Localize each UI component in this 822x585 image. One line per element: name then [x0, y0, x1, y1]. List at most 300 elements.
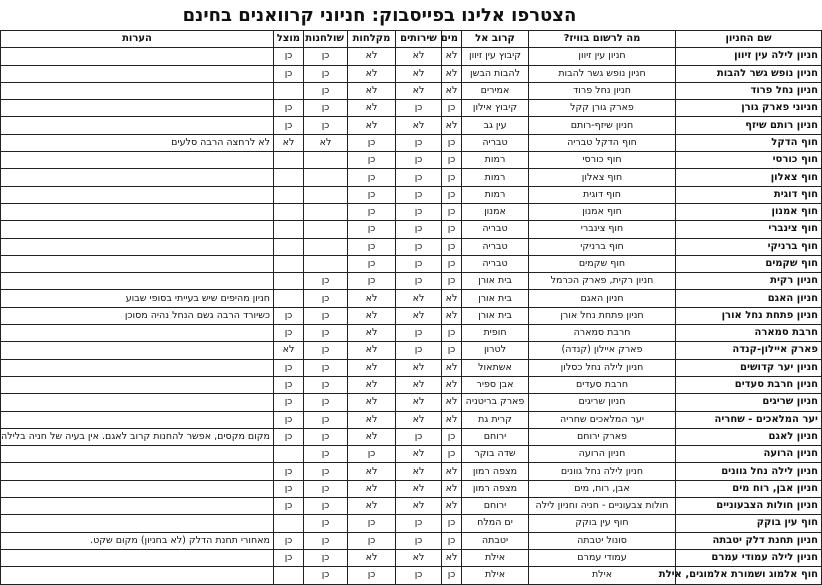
cell-near: בית אורן [462, 273, 529, 290]
cell-site-name: חניון הרועה [676, 446, 822, 463]
cell-notes: לא לרחצה הרבה סלעים [1, 134, 274, 151]
table-row [1, 100, 822, 117]
cell-showers: לא [348, 117, 396, 134]
cell-water: לא [442, 65, 462, 82]
cell-near: אילת [462, 567, 529, 584]
cell-near: רמות [462, 169, 529, 186]
cell-notes [1, 100, 274, 117]
cell-site-name: חוף ברניקי [676, 238, 822, 255]
cell-waze-name: יער המלאכים שחריה [529, 411, 676, 428]
cell-near: בית אורן [462, 307, 529, 324]
cell-near: אילת [462, 549, 529, 566]
cell-water: לא [442, 394, 462, 411]
cell-notes [1, 255, 274, 272]
cell-showers: כן [348, 203, 396, 220]
cell-notes: מאחורי תחנת הדלק (לא בחניון) מקום שקט. [1, 532, 274, 549]
table-row [1, 238, 822, 255]
cell-waze-name: חניון נחל פרוד [529, 82, 676, 99]
cell-water: כן [442, 342, 462, 359]
cell-showers: לא [348, 411, 396, 428]
cell-waze-name: עמודי עמרם [529, 549, 676, 566]
table-row [1, 359, 822, 376]
table-row [1, 186, 822, 203]
cell-tables: כן [304, 359, 348, 376]
cell-toilets: כן [396, 532, 442, 549]
cell-notes [1, 221, 274, 238]
cell-showers: לא [348, 498, 396, 515]
cell-toilets: לא [396, 411, 442, 428]
cell-notes [1, 446, 274, 463]
cell-toilets: כן [396, 203, 442, 220]
cell-near: אשתאול [462, 359, 529, 376]
cell-site-name: חוף כורסי [676, 152, 822, 169]
cell-near: אבן ספיר [462, 376, 529, 393]
cell-showers: לא [348, 325, 396, 342]
cell-tables [304, 186, 348, 203]
cell-site-name: חניון חולות הצבעוניים [676, 498, 822, 515]
cell-toilets: כן [396, 428, 442, 445]
cell-notes [1, 359, 274, 376]
cell-toilets: כן [396, 134, 442, 151]
page-title: הצטרפו אלינו בפייסבוק: חניוני קרוואנים בחינם [182, 4, 577, 26]
cell-near: טבריה [462, 238, 529, 255]
cell-notes [1, 65, 274, 82]
cell-shaded [274, 221, 304, 238]
cell-waze-name: אבן, רוח, מים [529, 480, 676, 497]
cell-water: כן [442, 238, 462, 255]
table-row [1, 325, 822, 342]
cell-shaded: כן [274, 48, 304, 65]
cell-notes [1, 117, 274, 134]
cell-near: לטרון [462, 342, 529, 359]
cell-water: כן [442, 273, 462, 290]
cell-water: לא [442, 307, 462, 324]
cell-notes [1, 480, 274, 497]
cell-tables [304, 203, 348, 220]
header-waze-name: מה לרשום בוויז? [529, 31, 676, 48]
cell-waze-name: חניון נופש גשר להבות [529, 65, 676, 82]
cell-shaded [274, 203, 304, 220]
cell-site-name: חניון שריגים [676, 394, 822, 411]
cell-toilets: לא [396, 307, 442, 324]
cell-showers: לא [348, 394, 396, 411]
cell-site-name: חניון לילה עמודי עמרם [676, 549, 822, 566]
cell-showers: כן [348, 255, 396, 272]
cell-waze-name: חניון לילה נחל גוונים [529, 463, 676, 480]
cell-near: ירוחם [462, 428, 529, 445]
header-shaded: מוצל [274, 31, 304, 48]
table-row [1, 498, 822, 515]
cell-water: כן [442, 169, 462, 186]
cell-water: לא [442, 290, 462, 307]
table-row [1, 480, 822, 497]
cell-near: רמות [462, 152, 529, 169]
cell-water: לא [442, 376, 462, 393]
cell-shaded: כן [274, 307, 304, 324]
cell-showers: לא [348, 82, 396, 99]
cell-waze-name: פארק איילון (קנדה) [529, 342, 676, 359]
cell-site-name: חוף הדקל [676, 134, 822, 151]
cell-tables [304, 169, 348, 186]
cell-notes [1, 186, 274, 203]
cell-notes [1, 463, 274, 480]
header-near: קרוב אל [462, 31, 529, 48]
cell-toilets: כן [396, 515, 442, 532]
cell-site-name: חוף אמנון [676, 203, 822, 220]
cell-shaded: כן [274, 428, 304, 445]
cell-showers: לא [348, 100, 396, 117]
cell-site-name: חוף צינברי [676, 221, 822, 238]
cell-near: טבריה [462, 134, 529, 151]
cell-tables [304, 221, 348, 238]
cell-tables: כן [304, 48, 348, 65]
cell-water: לא [442, 82, 462, 99]
cell-waze-name: חוף ברניקי [529, 238, 676, 255]
cell-site-name: חניון נחל פרוד [676, 82, 822, 99]
cell-showers: כן [348, 446, 396, 463]
cell-near: טבריה [462, 221, 529, 238]
cell-waze-name: סונול יטבתה [529, 532, 676, 549]
cell-shaded: כן [274, 65, 304, 82]
cell-tables: כן [304, 411, 348, 428]
cell-toilets: לא [396, 359, 442, 376]
cell-near: רמות [462, 186, 529, 203]
cell-water: כן [442, 532, 462, 549]
cell-toilets: לא [396, 446, 442, 463]
cell-notes [1, 394, 274, 411]
cell-toilets: לא [396, 394, 442, 411]
cell-tables: כן [304, 65, 348, 82]
cell-shaded: לא [274, 342, 304, 359]
cell-shaded: כן [274, 532, 304, 549]
cell-showers: לא [348, 290, 396, 307]
cell-waze-name: חניון עין זיוון [529, 48, 676, 65]
cell-shaded: כן [274, 325, 304, 342]
cell-showers: לא [348, 359, 396, 376]
cell-near: טבריה [462, 255, 529, 272]
cell-toilets: לא [396, 376, 442, 393]
cell-notes: חניון מהיפים שיש בעייתי בסופי שבוע [1, 290, 274, 307]
cell-notes [1, 238, 274, 255]
cell-water: כן [442, 255, 462, 272]
cell-toilets: לא [396, 65, 442, 82]
cell-showers: כן [348, 273, 396, 290]
cell-toilets: כן [396, 221, 442, 238]
cell-notes [1, 325, 274, 342]
cell-notes [1, 152, 274, 169]
cell-site-name: חניון לאגם [676, 428, 822, 445]
cell-water: כן [442, 152, 462, 169]
table-row [1, 169, 822, 186]
cell-showers: לא [348, 307, 396, 324]
table-row [1, 82, 822, 99]
cell-notes: כשיורד הרבה גשם הנחל נהיה מסוכן [1, 307, 274, 324]
cell-notes [1, 515, 274, 532]
cell-waze-name: אילת [529, 567, 676, 584]
cell-water: לא [442, 480, 462, 497]
cell-waze-name: חוף עין בוקק [529, 515, 676, 532]
table-body [1, 48, 822, 584]
cell-tables: כן [304, 567, 348, 584]
table-row [1, 273, 822, 290]
table-row [1, 117, 822, 134]
cell-tables: כן [304, 273, 348, 290]
cell-showers: כן [348, 532, 396, 549]
cell-showers: כן [348, 238, 396, 255]
header-toilets: שירותים [396, 31, 442, 48]
cell-waze-name: חניון רקית, פארק הכרמל [529, 273, 676, 290]
cell-site-name: חניוני פארק גורן [676, 100, 822, 117]
cell-showers: כן [348, 515, 396, 532]
table-row [1, 65, 822, 82]
cell-showers: כן [348, 134, 396, 151]
cell-shaded: כן [274, 411, 304, 428]
cell-tables [304, 152, 348, 169]
camping-sites-table-container [0, 30, 821, 585]
cell-waze-name: חוף צאלון [529, 169, 676, 186]
cell-waze-name: פארק ירוחם [529, 428, 676, 445]
cell-waze-name: חניון פתחת נחל אורן [529, 307, 676, 324]
cell-showers: כן [348, 169, 396, 186]
cell-near: אמירים [462, 82, 529, 99]
cell-tables: כן [304, 463, 348, 480]
cell-tables: כן [304, 515, 348, 532]
cell-showers: לא [348, 463, 396, 480]
table-row [1, 411, 822, 428]
table-row [1, 290, 822, 307]
cell-site-name: חניון תחנת דלק יטבתה [676, 532, 822, 549]
cell-shaded: לא [274, 134, 304, 151]
cell-shaded: כן [274, 463, 304, 480]
cell-showers: לא [348, 376, 396, 393]
table-row [1, 203, 822, 220]
cell-toilets: כן [396, 238, 442, 255]
cell-near: להבות הבשן [462, 65, 529, 82]
cell-shaded [274, 255, 304, 272]
cell-tables [304, 238, 348, 255]
cell-notes [1, 273, 274, 290]
cell-showers: לא [348, 65, 396, 82]
cell-near: קיבוץ אילון [462, 100, 529, 117]
cell-site-name: פארק איילון-קנדה [676, 342, 822, 359]
cell-shaded [274, 82, 304, 99]
cell-notes [1, 498, 274, 515]
cell-shaded: כן [274, 549, 304, 566]
cell-showers: כן [348, 221, 396, 238]
cell-toilets: כן [396, 273, 442, 290]
cell-shaded: כן [274, 359, 304, 376]
header-notes: הערות [1, 31, 274, 48]
table-row [1, 567, 822, 584]
cell-toilets: כן [396, 567, 442, 584]
cell-tables: כן [304, 325, 348, 342]
cell-waze-name: חניון שריגים [529, 394, 676, 411]
cell-notes [1, 567, 274, 584]
cell-shaded: כן [274, 100, 304, 117]
cell-tables: כן [304, 480, 348, 497]
cell-near: חופית [462, 325, 529, 342]
cell-waze-name: פארק גורן קקל [529, 100, 676, 117]
cell-toilets: לא [396, 463, 442, 480]
cell-near: יטבתה [462, 532, 529, 549]
cell-near: ירוחם [462, 498, 529, 515]
cell-water: כן [442, 515, 462, 532]
cell-water: לא [442, 549, 462, 566]
table-row [1, 463, 822, 480]
table-row [1, 532, 822, 549]
cell-tables: כן [304, 82, 348, 99]
cell-showers: כן [348, 152, 396, 169]
table-row [1, 152, 822, 169]
cell-waze-name: חוף הדקל טבריה [529, 134, 676, 151]
cell-waze-name: חוף דוגית [529, 186, 676, 203]
cell-site-name: חניון לילה עין זיוון [676, 48, 822, 65]
cell-near: מצפה רמון [462, 463, 529, 480]
cell-toilets: לא [396, 480, 442, 497]
cell-tables: כן [304, 498, 348, 515]
cell-tables: כן [304, 532, 348, 549]
cell-tables: כן [304, 307, 348, 324]
cell-showers: לא [348, 549, 396, 566]
cell-notes: מקום מקסים, אפשר להחנות קרוב לאגם. אין בעיה של חניה בלילה [1, 428, 274, 445]
cell-shaded [274, 186, 304, 203]
cell-site-name: חוף דוגית [676, 186, 822, 203]
cell-water: כן [442, 446, 462, 463]
cell-waze-name: חוף שקמים [529, 255, 676, 272]
cell-shaded: כן [274, 394, 304, 411]
table-row [1, 342, 822, 359]
cell-toilets: לא [396, 117, 442, 134]
cell-tables: כן [304, 428, 348, 445]
cell-water: כן [442, 221, 462, 238]
cell-notes [1, 48, 274, 65]
cell-notes [1, 411, 274, 428]
cell-site-name: חניון יער קדושים [676, 359, 822, 376]
cell-waze-name: חוף צינברי [529, 221, 676, 238]
cell-shaded: כן [274, 117, 304, 134]
cell-tables: כן [304, 446, 348, 463]
cell-toilets: כן [396, 152, 442, 169]
cell-water: לא [442, 498, 462, 515]
cell-toilets: כן [396, 342, 442, 359]
header-water: מים [442, 31, 462, 48]
cell-waze-name: חולות צבעוניים - חניה וחניון לילה [529, 498, 676, 515]
cell-site-name: חוף אלמוג ושמורת אלמוגים, אילת [676, 567, 822, 584]
cell-notes [1, 549, 274, 566]
cell-site-name: חניון חרבת סעדים [676, 376, 822, 393]
cell-shaded [274, 446, 304, 463]
cell-site-name: חניון רקית [676, 273, 822, 290]
cell-shaded: כן [274, 480, 304, 497]
table-row [1, 134, 822, 151]
cell-tables: כן [304, 100, 348, 117]
cell-water: כן [442, 100, 462, 117]
cell-water: כן [442, 186, 462, 203]
cell-site-name: חניון נופש גשר להבות [676, 65, 822, 82]
cell-water: לא [442, 359, 462, 376]
cell-near: פארק בריטניה [462, 394, 529, 411]
cell-site-name: חניון רותם שיזף [676, 117, 822, 134]
header-site-name: שם החניון [676, 31, 822, 48]
cell-water: לא [442, 117, 462, 134]
cell-shaded [274, 515, 304, 532]
table-row [1, 221, 822, 238]
cell-toilets: לא [396, 498, 442, 515]
cell-near: קיבוץ עין זיוון [462, 48, 529, 65]
cell-tables [304, 255, 348, 272]
cell-toilets: כן [396, 100, 442, 117]
table-row [1, 446, 822, 463]
cell-toilets: כן [396, 255, 442, 272]
cell-near: אמנון [462, 203, 529, 220]
cell-site-name: יער המלאכים - שחריה [676, 411, 822, 428]
cell-waze-name: חניון לילה נחל כסלון [529, 359, 676, 376]
cell-site-name: חניון האגם [676, 290, 822, 307]
table-row [1, 549, 822, 566]
cell-tables: כן [304, 394, 348, 411]
cell-shaded [274, 273, 304, 290]
cell-shaded [274, 290, 304, 307]
cell-showers: לא [348, 480, 396, 497]
header-showers: מקלחות [348, 31, 396, 48]
cell-shaded [274, 567, 304, 584]
header-tables: שולחנות [304, 31, 348, 48]
cell-water: לא [442, 48, 462, 65]
cell-notes [1, 376, 274, 393]
cell-water: לא [442, 463, 462, 480]
cell-waze-name: חרבת סמארה [529, 325, 676, 342]
cell-waze-name: חוף כורסי [529, 152, 676, 169]
cell-shaded [274, 238, 304, 255]
cell-showers: לא [348, 428, 396, 445]
cell-shaded: כן [274, 376, 304, 393]
cell-water: כן [442, 134, 462, 151]
cell-showers: כן [348, 567, 396, 584]
cell-site-name: חוף צאלון [676, 169, 822, 186]
cell-tables: כן [304, 549, 348, 566]
cell-notes [1, 169, 274, 186]
table-header-row [1, 31, 822, 48]
cell-toilets: לא [396, 549, 442, 566]
cell-site-name: חרבת סמארה [676, 325, 822, 342]
cell-near: מצפה רמון [462, 480, 529, 497]
cell-toilets: כן [396, 169, 442, 186]
cell-water: כן [442, 567, 462, 584]
cell-toilets: לא [396, 48, 442, 65]
cell-tables: כן [304, 376, 348, 393]
cell-site-name: חוף שקמים [676, 255, 822, 272]
cell-tables: כן [304, 117, 348, 134]
cell-shaded [274, 152, 304, 169]
cell-near: קרית גת [462, 411, 529, 428]
table-row [1, 394, 822, 411]
cell-waze-name: חרבת סעדים [529, 376, 676, 393]
cell-waze-name: חניון שיזף-רותם [529, 117, 676, 134]
table-row [1, 255, 822, 272]
table-row [1, 48, 822, 65]
cell-waze-name: חוף אמנון [529, 203, 676, 220]
camping-sites-table [0, 30, 822, 585]
cell-water: כן [442, 428, 462, 445]
cell-site-name: חניון אבן, רוח מים [676, 480, 822, 497]
cell-site-name: חניון פתחת נחל אורן [676, 307, 822, 324]
cell-shaded: כן [274, 498, 304, 515]
cell-notes [1, 82, 274, 99]
table-row [1, 376, 822, 393]
cell-water: לא [442, 411, 462, 428]
cell-showers: לא [348, 342, 396, 359]
table-row [1, 515, 822, 532]
